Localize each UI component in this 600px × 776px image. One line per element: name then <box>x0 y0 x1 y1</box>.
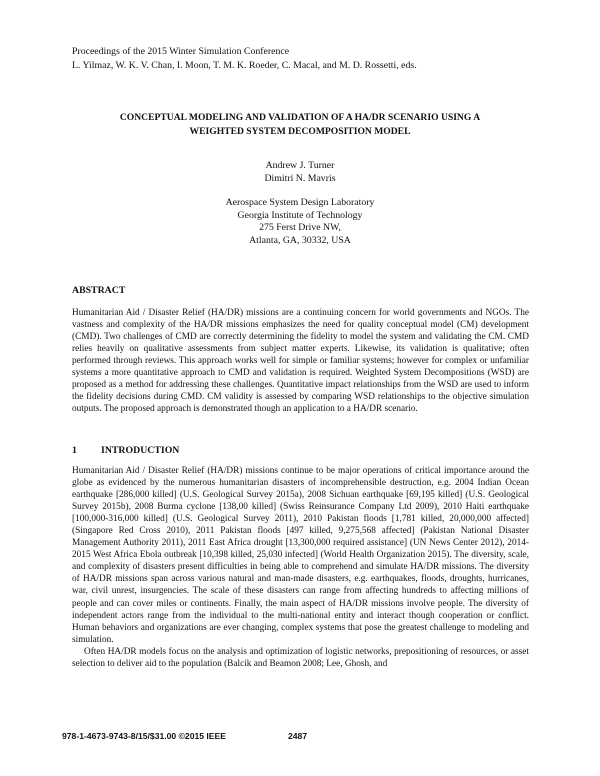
title-line-1: CONCEPTUAL MODELING AND VALIDATION OF A HA/DR SCENARIO USING A <box>119 112 481 123</box>
affiliation-line: Atlanta, GA, 30332, USA <box>249 234 351 246</box>
abstract-text: Humanitarian Aid / Disaster Relief (HA/DR) missions are a continuing concern for world governments and NGOs. The vastness and complexity of the HA/DR missions emphasizes the need for quality conceptual model (CM) development (CMD). Two challenges of CMD are correctly determining the fidelity to model the system and validating the CM. CMD relies heavily on qualitative assessments from subject matter experts. Likewise, its validation is qualitative; often performed through reviews. This approach works well for simple or familiar systems; however for complex or unfamiliar systems a more quantitative approach to CMD and validation is required. Weighted System Decompositions (WSD) are proposed as a method for addressing these challenges. Quantitative impact relationships from the WSD are used to inform the fidelity decisions during CMD. CM validity is assessed by comparing WSD relationships to the objective simulation outputs. The proposed approach is demonstrated though an application to a HA/DR scenario. <box>72 308 529 415</box>
affiliation <box>0 197 600 247</box>
introduction-paragraph: Often HA/DR models focus on the analysis and optimization of logistic networks, prepositioning of resources, or asset selection to deliver aid to the population (Balcik and Beamon 2008; Lee, Ghosh, and <box>72 646 529 669</box>
proceedings-line: Proceedings of the 2015 Winter Simulation Conference <box>72 46 290 57</box>
proceedings-header <box>72 45 417 73</box>
author-name: Andrew J. Turner <box>265 160 335 171</box>
section-number: 1 <box>72 445 77 456</box>
abstract-heading: ABSTRACT <box>72 285 126 296</box>
affiliation-line: Georgia Institute of Technology <box>237 209 363 221</box>
affiliation-line: 275 Ferst Drive NW, <box>259 222 341 233</box>
introduction-paragraph: Humanitarian Aid / Disaster Relief (HA/DR) missions continue to be major operations of critical importance around the globe as evidenced by the numerous humanitarian disasters of incomprehensible destruction, e.g. 2004 Indian Ocean earthquake [286,000 killed] (U.S. Geological Survey 2015a), 2008 Sichuan earthquake [69,195 killed] (U.S. Geological Survey 2015b), 2008 Burma cyclone [138,00 killed] (Swiss Reinsurance Company Ltd 2009), 2010 Haiti earthquake [100,000-316,000 killed] (U.S. Geological Survey 2011), 2010 Pakistan floods [1,781 killed, 20,000,000 affected] (Singapore Red Cross 2010), 2011 Pakistan floods [497 killed, 9,275,568 affected] (Pakistan National Disaster Management Authority 2011), 2011 East Africa drought [13,300,000 required assistance] (UN News Center 2012), 2014-2015 West Africa Ebola outbreak [10,398 killed, 25,030 infected] (World Health Organization 2015). The diversity, scale, and complexity of disasters present difficulties in being able to comprehend and simulate HA/DR missions. The diversity of HA/DR missions span across various natural and man-made disasters, e.g. earthquakes, floods, droughts, hurricanes, war, civil unrest, insurgencies. The scale of these disasters can range from affecting hundreds to affecting millions of people and can cover miles or continents. Finally, the main aspect of HA/DR missions involve people. The diversity of independent actors range from the individual to the multi-national entity and interact though cooperation or conflict. Human behaviors and organizations are ever changing, complex systems that pose the greatest challenge to modeling and simulation. <box>72 466 529 645</box>
page-number: 2487 <box>288 731 308 741</box>
affiliation-line: Aerospace System Design Laboratory <box>225 197 375 208</box>
section-title: INTRODUCTION <box>101 445 180 456</box>
section-heading-introduction <box>72 445 179 456</box>
paper-title <box>70 111 530 139</box>
editors-line: L. Yilmaz, W. K. V. Chan, I. Moon, T. M. K. Roeder, C. Macal, and M. D. Rossetti, eds. <box>72 60 417 71</box>
introduction-body <box>72 465 529 670</box>
title-line-2: WEIGHTED SYSTEM DECOMPOSITION MODEL <box>189 126 411 137</box>
footer-isbn: 978-1-4673-9743-8/15/$31.00 ©2015 IEEE <box>62 731 227 741</box>
author-name: Dimitri N. Mavris <box>264 173 336 184</box>
author-list <box>0 159 600 185</box>
